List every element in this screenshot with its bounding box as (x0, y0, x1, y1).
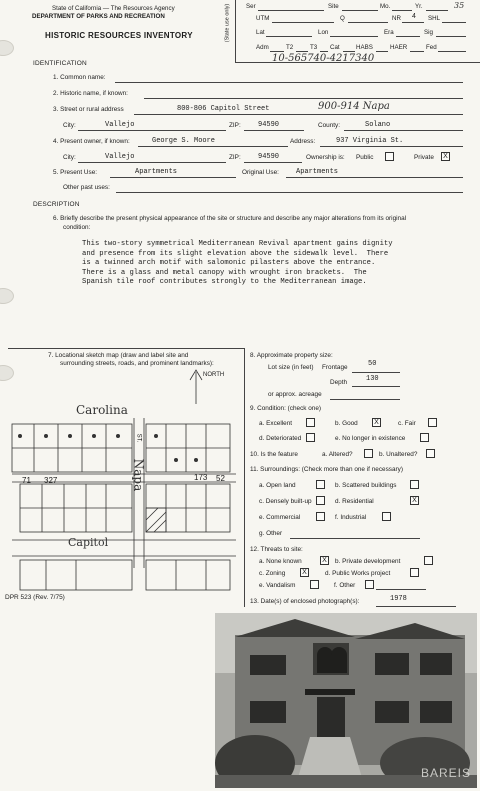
agency-line1: State of California — The Resources Agency (52, 5, 175, 12)
nr-label: NR (392, 15, 401, 22)
original-use-label: Original Use: (242, 169, 279, 176)
other-label: g. Other (259, 530, 283, 537)
zip-label: ZIP: (229, 122, 241, 129)
side-label: (State use only) (224, 3, 231, 43)
present-use-value: Apartments (135, 168, 178, 176)
cat-label: Cat (330, 44, 340, 51)
altered-checkbox[interactable] (364, 449, 373, 458)
street-value: 800-806 Capitol Street (177, 105, 270, 113)
present-use-label: 5. Present Use: (53, 169, 98, 176)
acreage-label: or approx. acreage (268, 391, 322, 398)
no-longer-label: e. No longer in existence (335, 435, 406, 442)
original-use-value: Apartments (296, 168, 339, 176)
owner-label: 4. Present owner, if known: (53, 138, 130, 145)
city2-value: Vallejo (105, 153, 135, 161)
street-capitol: Capitol (68, 536, 109, 549)
zoning-label: c. Zoning (259, 570, 286, 577)
public-label: Public (356, 154, 374, 161)
form-title: HISTORIC RESOURCES INVENTORY (45, 31, 193, 40)
city2-label: City: (63, 154, 76, 161)
building-photograph (215, 613, 477, 788)
zip-value: 94590 (258, 121, 280, 129)
t3-label: T3 (310, 44, 318, 51)
other2-label: f. Other (334, 582, 356, 589)
industrial-label: f. Industrial (335, 514, 367, 521)
form-number: DPR 523 (Rev. 7/75) (5, 594, 65, 601)
q9-label: 9. Condition: (check one) (250, 405, 322, 412)
fed-label: Fed (426, 44, 437, 51)
county-label: County: (318, 122, 341, 129)
densely-checkbox[interactable] (316, 496, 325, 505)
excellent-checkbox[interactable] (306, 418, 315, 427)
scattered-label: b. Scattered buildings (335, 482, 397, 489)
densely-label: c. Densely built-up (259, 498, 312, 505)
haer-label: HAER (390, 44, 408, 51)
shl-label: SHL (428, 15, 441, 22)
ownership-label: Ownership is: (306, 154, 345, 161)
north-label: NORTH (203, 372, 225, 378)
private-label: Private (414, 154, 434, 161)
county-value: Solano (365, 121, 391, 129)
street-label: 3. Street or rural address (53, 106, 124, 113)
address-value: 937 Virginia St. (336, 137, 404, 145)
q6-label: 6. Briefly describe the present physical appearance of the site or structure and describe any major alterations from its original (53, 215, 407, 222)
punch-hole-mid (0, 288, 14, 304)
industrial-checkbox[interactable] (382, 512, 391, 521)
ref-handwritten: 10-565740-4217340 (272, 53, 375, 64)
watermark: BAREIS (420, 766, 471, 780)
q7-label-cont: surrounding streets, roads, and prominent landmarks): (60, 360, 214, 367)
public-works-checkbox[interactable] (410, 568, 419, 577)
frontage-value: 50 (368, 360, 377, 368)
q13-label: 13. Date(s) of enclosed photograph(s): (250, 598, 360, 605)
scattered-checkbox[interactable] (410, 480, 419, 489)
excellent-label: a. Excellent (259, 420, 293, 427)
street-carolina: Carolina (76, 403, 128, 417)
public-checkbox[interactable] (385, 152, 394, 161)
owner-value: George S. Moore (152, 137, 216, 145)
num-52: 52 (216, 474, 225, 483)
ser-label: Ser (246, 3, 256, 10)
t2-label: T2 (286, 44, 294, 51)
street-handwritten: 900-914 Napa (318, 101, 390, 112)
description-text: This two-story symmetrical Mediterranean Revival apartment gains dignity and presence from its slight elevation above the sidewalk level. There is a twinned arch motif with salomonic pilasters above the entrance. There is a glass and metal canopy with wrought iron brackets. The Spanish tile roof contributes strongly to the Mediterranean image. (82, 240, 393, 287)
commercial-label: e. Commercial (259, 514, 301, 521)
residential-label: d. Residential (335, 498, 374, 505)
north-arrow-icon (190, 370, 202, 404)
utm-label: UTM (256, 15, 270, 22)
photo-date-value: 1978 (390, 595, 407, 603)
habs-label: HABS (356, 44, 373, 51)
yr-value: 35 (454, 1, 465, 10)
city-value: Vallejo (105, 121, 135, 129)
mo-label: Mo. (380, 3, 391, 10)
zip2-label: ZIP: (229, 154, 241, 161)
depth-value: 130 (366, 375, 379, 383)
vandalism-label: e. Vandalism (259, 582, 296, 589)
site-lot-hatch (146, 508, 166, 532)
depth-label: Depth (330, 379, 348, 386)
zoning-checkbox[interactable]: X (300, 568, 309, 577)
num-327: 327 (44, 476, 58, 485)
lot-size-label: Lot size (in feet) (268, 364, 314, 371)
punch-hole-top (0, 40, 14, 56)
none-known-checkbox[interactable]: X (320, 556, 329, 565)
sig-label: Sig (424, 29, 433, 36)
fair-label: c. Fair (398, 420, 416, 427)
fair-checkbox[interactable] (428, 418, 437, 427)
other2-checkbox[interactable] (365, 580, 374, 589)
lat-label: Lat (256, 29, 265, 36)
other-past-uses-label: Other past uses: (63, 184, 110, 191)
era-label: Era (384, 29, 394, 36)
zip2-value: 94590 (258, 153, 280, 161)
yr-label: Yr. (415, 3, 423, 10)
lon-label: Lon (318, 29, 329, 36)
good-checkbox[interactable]: X (372, 418, 381, 427)
city-label: City: (63, 122, 76, 129)
street-st: ST. (135, 433, 142, 443)
identification-heading: IDENTIFICATION (33, 60, 87, 67)
q8-label: 8. Approximate property size: (250, 352, 333, 359)
common-name-label: 1. Common name: (53, 74, 106, 81)
q11-label: 11. Surroundings: (Check more than one if necessary) (250, 466, 403, 473)
adm-label: Adm (256, 44, 269, 51)
unaltered-checkbox[interactable] (426, 449, 435, 458)
deteriorated-checkbox[interactable] (306, 433, 315, 442)
site-label: Site (328, 3, 339, 10)
num-173: 173 (194, 473, 208, 482)
commercial-checkbox[interactable] (316, 512, 325, 521)
num-71: 71 (22, 476, 31, 485)
q-label: Q (340, 15, 345, 22)
vandalism-checkbox[interactable] (310, 580, 319, 589)
q12-label: 12. Threats to site: (250, 546, 303, 553)
open-land-checkbox[interactable] (316, 480, 325, 489)
altered-label: a. Altered? (322, 451, 353, 458)
unaltered-label: b. Unaltered? (379, 451, 418, 458)
private-checkbox[interactable]: X (441, 152, 450, 161)
description-heading: DESCRIPTION (33, 201, 80, 208)
historic-name-label: 2. Historic name, if known: (53, 90, 128, 97)
nr-value: 4 (412, 13, 416, 20)
good-label: b. Good (335, 420, 358, 427)
q7-label: 7. Locational sketch map (draw and label site and (48, 352, 189, 359)
q10-label: 10. Is the feature (250, 451, 298, 458)
none-known-label: a. None known (259, 558, 302, 565)
frontage-label: Frontage (322, 364, 348, 371)
private-dev-label: b. Private development (335, 558, 401, 565)
agency-line2: DEPARTMENT OF PARKS AND RECREATION (32, 13, 165, 20)
private-dev-checkbox[interactable] (424, 556, 433, 565)
open-land-label: a. Open land (259, 482, 296, 489)
street-napa: Napa (131, 458, 146, 492)
deteriorated-label: d. Deteriorated (259, 435, 302, 442)
public-works-label: d. Public Works project (325, 570, 391, 577)
no-longer-checkbox[interactable] (420, 433, 429, 442)
address-label: Address: (290, 138, 316, 145)
q6-label-cont: condition: (63, 224, 91, 231)
residential-checkbox[interactable]: X (410, 496, 419, 505)
